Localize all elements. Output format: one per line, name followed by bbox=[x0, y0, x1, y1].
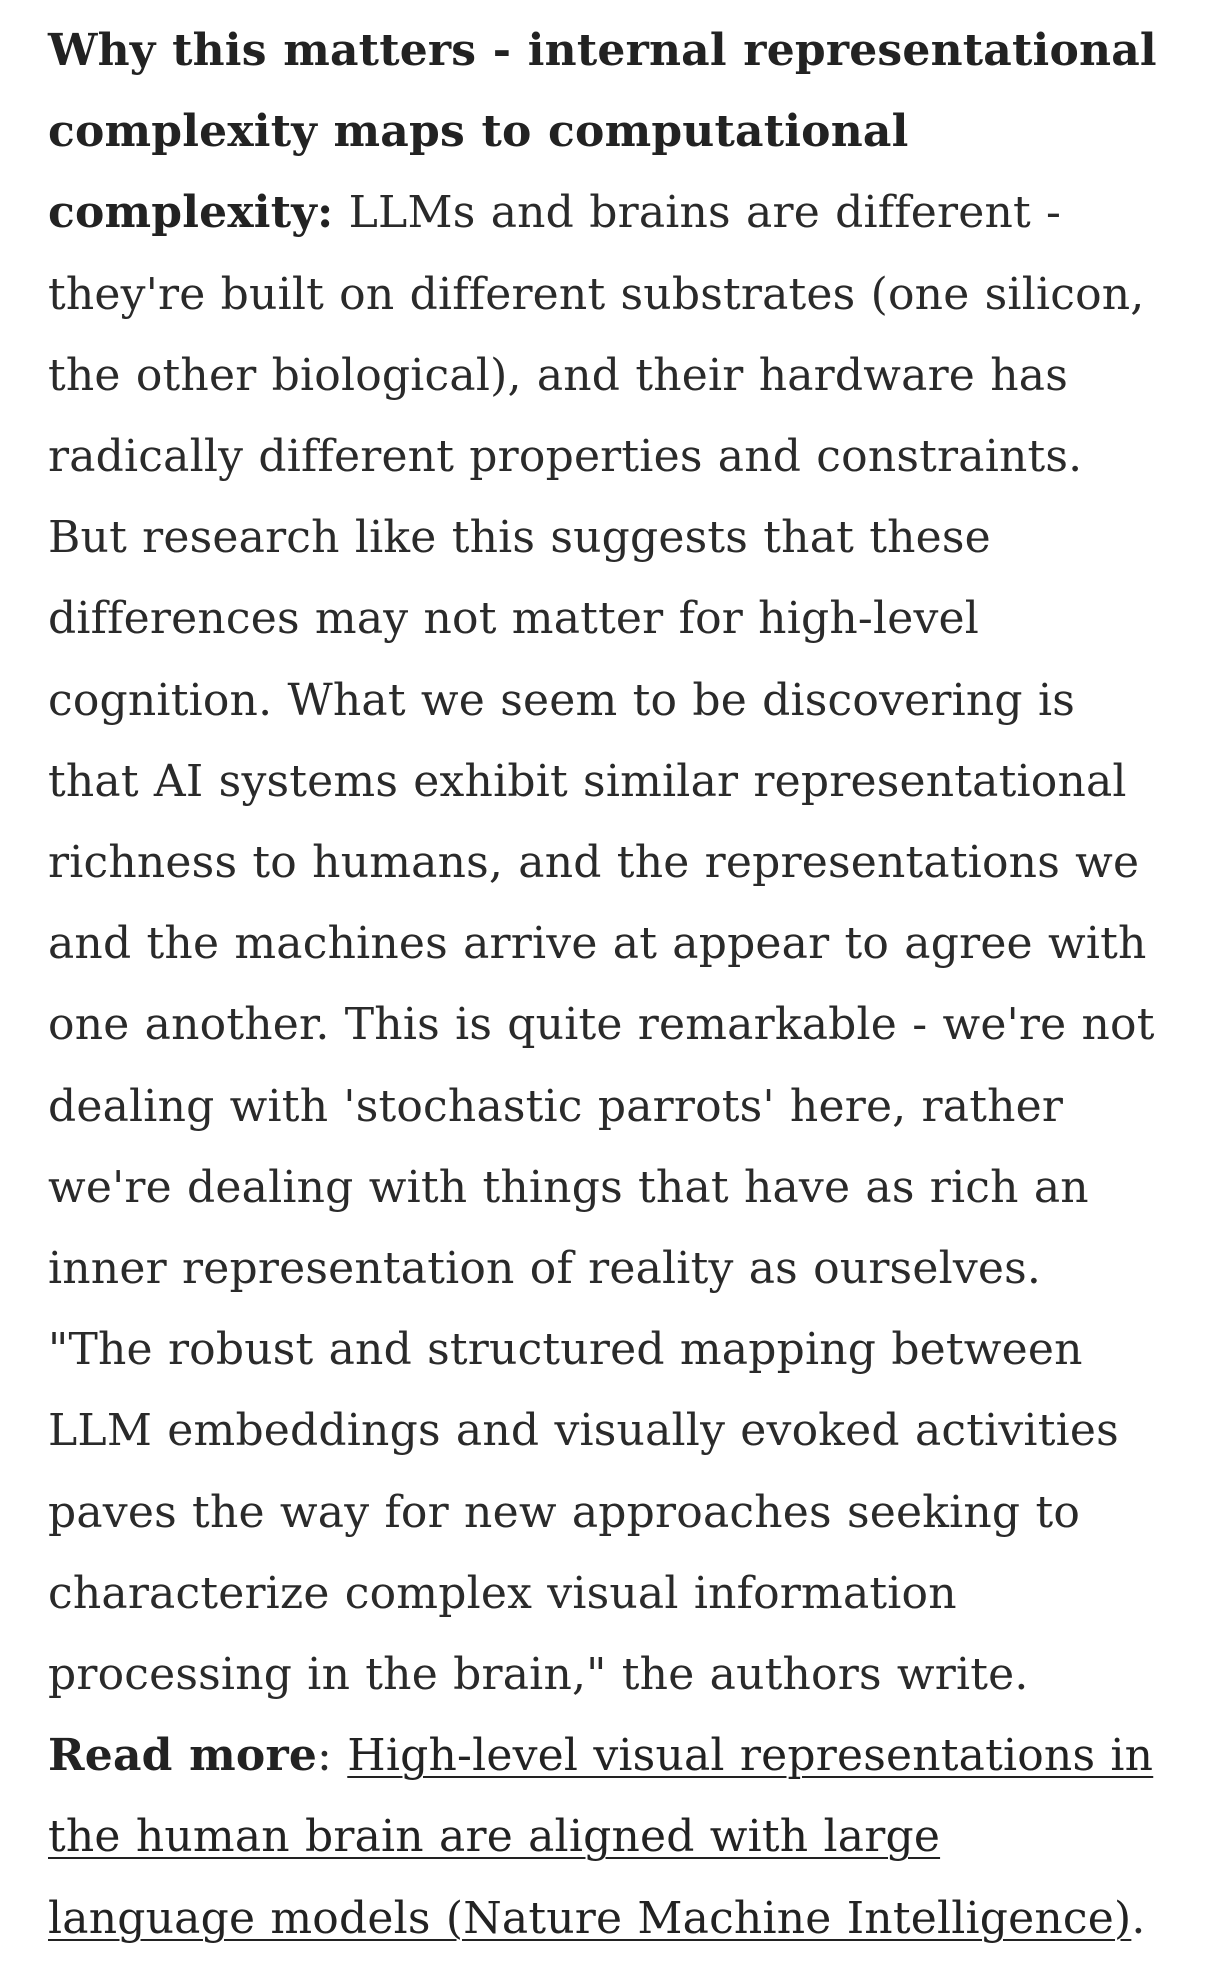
read-more-label: Read more bbox=[48, 1730, 318, 1782]
why-this-matters-paragraph bbox=[48, 10, 1160, 1715]
paragraph-body: LLMs and brains are different - they're built on different substrates (one silicon, the other biological), and their hardware has radically different properties and constraints. But research like this suggests that these differences may not matter for high-level cognition. What we seem to be discovering is that AI systems exhibit similar representational richness to humans, and the representations we and the machines arrive at appear to agree with one another. This is quite remarkable - we're not dealing with 'stochastic parrots' here, rather we're dealing with things that have as rich an inner representation of reality as ourselves. "The robust and structured mapping between LLM embeddings and visually evoked activities paves the way for new approaches seeking to characterize complex visual information processing in the brain," the authors write. bbox=[48, 187, 1155, 1701]
section-heading: Why this matters - internal representational complexity maps to computational complexity: bbox=[48, 25, 1157, 239]
read-more-period: . bbox=[1131, 1892, 1146, 1944]
article-body bbox=[48, 10, 1160, 1959]
read-more-separator: : bbox=[317, 1730, 348, 1782]
read-more-line bbox=[48, 1715, 1160, 1959]
paper-link[interactable]: High-level visual representations in the human brain are aligned with large language models (Nature Machine Intelligence) bbox=[48, 1730, 1154, 1944]
